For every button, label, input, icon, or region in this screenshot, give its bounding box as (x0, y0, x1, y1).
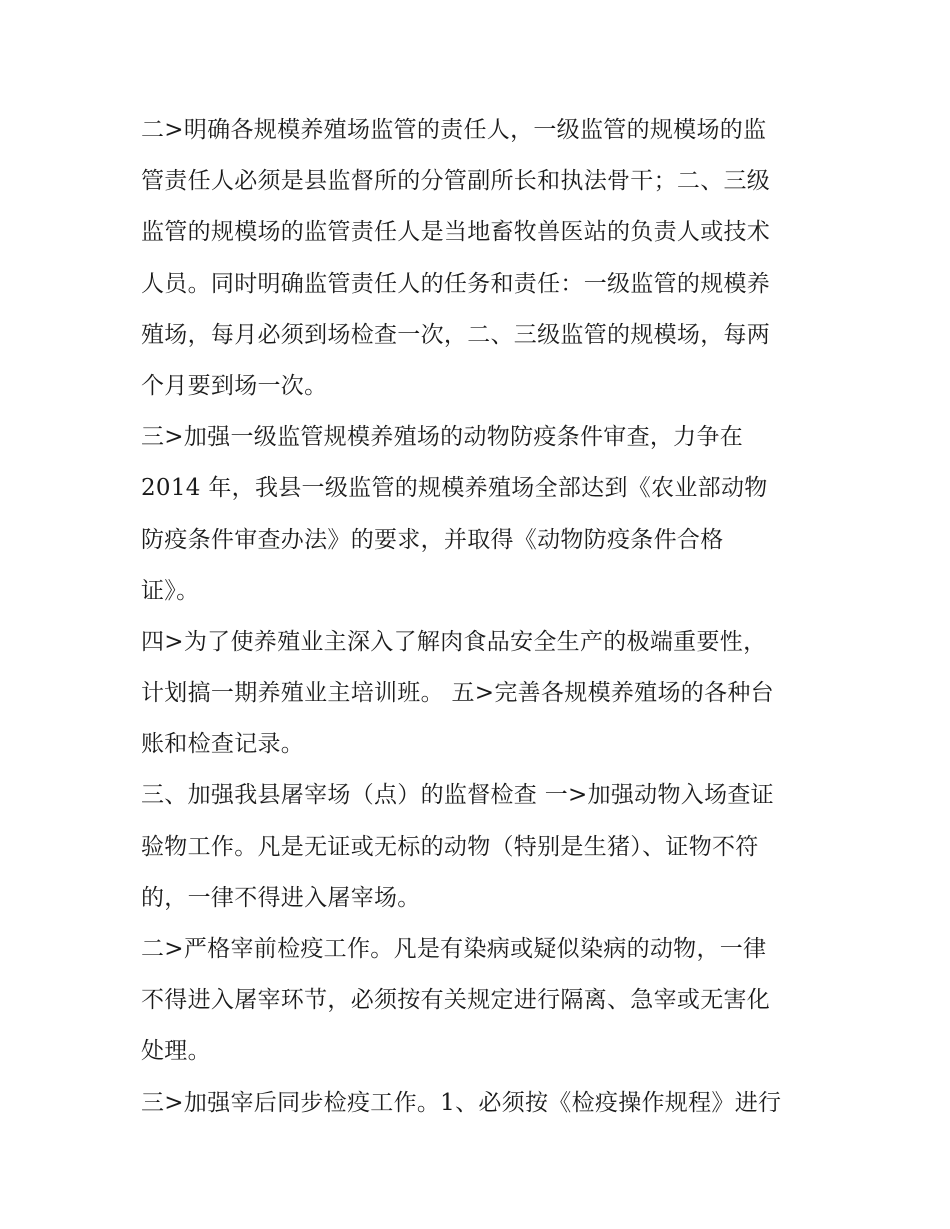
text-line-5: 殖场，每月必须到场检查一次，二、三级监管的规模场，每两 (141, 321, 771, 348)
text-line-6: 个月要到场一次。 (141, 372, 328, 399)
text-line-8: 2014 年，我县一级监管的规模养殖场全部达到《农业部动物 (141, 475, 768, 502)
text-line-10: 证》。 (141, 577, 200, 604)
text-line-14: 三、加强我县屠宰场（点）的监督检查 一>加强动物入场查证 (141, 782, 774, 809)
text-line-18: 不得进入屠宰环节，必须按有关规定进行隔离、急宰或无害化 (141, 987, 771, 1014)
text-line-3: 监管的规模场的监管责任人是当地畜牧兽医站的负责人或技术 (141, 219, 771, 246)
text-line-1: 二>明确各规模养殖场监管的责任人，一级监管的规模场的监 (141, 117, 767, 143)
text-line-9: 防疫条件审查办法》的要求，并取得《动物防疫条件合格 (141, 526, 724, 553)
text-line-19: 处理。 (141, 1038, 211, 1065)
text-line-13: 账和检查记录。 (141, 731, 305, 758)
text-line-4: 人员。同时明确监管责任人的任务和责任：一级监管的规模养 (141, 270, 771, 297)
text-line-2: 管责任人必须是县监督所的分管副所长和执法骨干；二、三级 (141, 168, 771, 195)
document-body (141, 105, 821, 1129)
text-line-20: 三>加强宰后同步检疫工作。1、必须按《检疫操作规程》进行 (141, 1089, 782, 1116)
text-line-15: 验物工作。凡是无证或无标的动物（特别是生猪）、证物不符 (141, 833, 759, 860)
text-line-16: 的，一律不得进入屠宰场。 (141, 884, 421, 911)
text-line-12: 计划搞一期养殖业主培训班。 五>完善各规模养殖场的各种台 (141, 680, 774, 707)
text-line-11: 四>为了使养殖业主深入了解肉食品安全生产的极端重要性， (141, 628, 767, 655)
text-line-7: 三>加强一级监管规模养殖场的动物防疫条件审查，力争在 (141, 424, 744, 451)
text-line-17: 二>严格宰前检疫工作。凡是有染病或疑似染病的动物，一律 (141, 936, 767, 962)
